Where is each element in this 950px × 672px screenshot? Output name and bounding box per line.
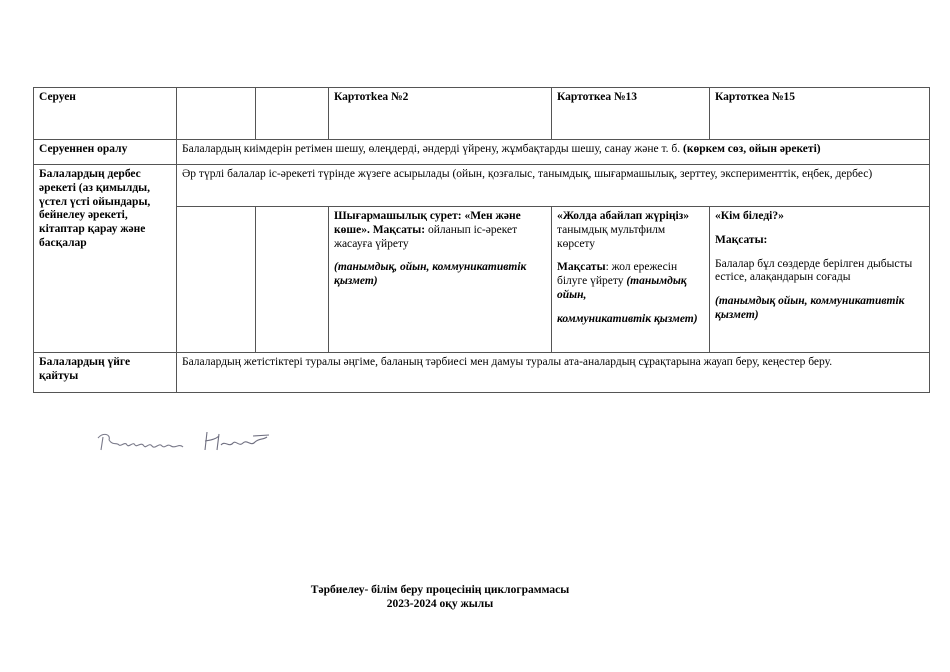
activity-cell: «Жолда абайлап жүріңіз» танымдық мультфилм көрсету Мақсаты: жол ережесін білуге үйрету (танымдық ойын, коммуникативтік қызмет) — [552, 207, 710, 353]
document-footer-title: Тәрбиелеу- білім беру процесінің циклограммасы 2023-2024 оқу жылы — [310, 584, 570, 611]
table-row — [34, 140, 930, 165]
empty-cell — [256, 88, 329, 140]
table-cell: Балалардың жетістіктері туралы әңгіме, баланың тәрбиесі мен дамуы туралы ата-аналардың сұрақтарына жауап беру, кеңестер беру. — [177, 353, 930, 393]
daily-plan-table — [33, 87, 930, 393]
table-cell: Әр түрлі балалар іс-әрекеті түрінде жүзеге асырылады (ойын, қозғалыс, танымдық, шығармашылық, зерттеу, эксперименттік, еңбек, дербес) — [177, 165, 930, 207]
row-label: Балалардың үйге қайтуы — [34, 353, 177, 393]
empty-cell — [256, 207, 329, 353]
empty-cell — [177, 88, 256, 140]
handwritten-signature — [95, 428, 275, 456]
row-label: Балалардың дербес әрекеті (аз қимылды, үстел үсті ойындары, бейнелеу әрекеті, кітаптар қарау және басқалар — [34, 165, 177, 353]
activity-cell: Шығармашылық сурет: «Мен және көше». Мақсаты: ойланып іс-әрекет жасауға үйрету (танымдық, ойын, коммуникативтік қызмет) — [329, 207, 552, 353]
activity-cell: «Кім біледі?» Мақсаты: Балалар бұл сөздерде берілген дыбысты естісе, алақандарын соғады (танымдық ойын, коммуникативтік қызмет) — [710, 207, 930, 353]
empty-cell — [177, 207, 256, 353]
row-label: Серуеннен оралу — [34, 140, 177, 165]
row-label: Серуен — [34, 88, 177, 140]
table-cell: Картотkea №2 — [329, 88, 552, 140]
table-row — [34, 353, 930, 393]
table-cell: Балалардың киімдерін ретімен шешу, өлеңдерді, әндерді үйрену, жұмбақтарды шешу, санау және т. б. (көркем сөз, ойын әрекеті) — [177, 140, 930, 165]
table-row — [34, 88, 930, 140]
table-row — [34, 165, 930, 207]
table-cell: Картоткеа №15 — [710, 88, 930, 140]
table-cell: Картоткеа №13 — [552, 88, 710, 140]
